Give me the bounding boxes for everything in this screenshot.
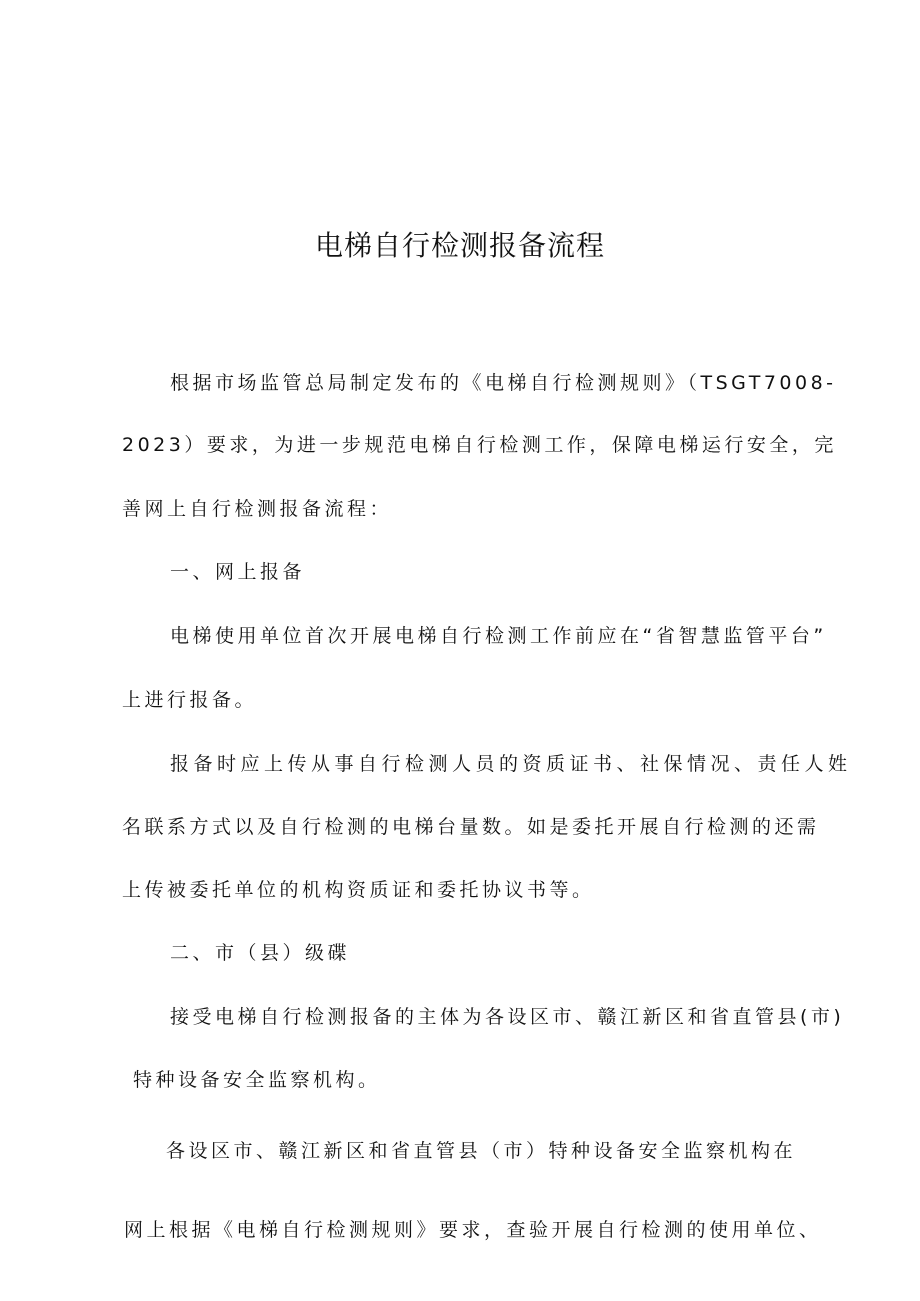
document-title: 电梯自行检测报备流程 [314, 229, 605, 262]
paragraph-line-2: 2023）要求，为进一步规范电梯自行检测工作，保障电梯运行安全，完 [122, 434, 837, 456]
paragraph-line-6: 报备时应上传从事自行检测人员的资质证书、社保情况、责任人姓 [170, 753, 852, 775]
paragraph-line-3: 善网上自行检测报备流程： [122, 498, 393, 520]
paragraph-line-4: 电梯使用单位首次开展电梯自行检测工作前应在“省智慧监管平台” [170, 625, 827, 647]
paragraph-line-7: 名联系方式以及自行检测的电梯台量数。如是委托开展自行检测的还需 [122, 816, 820, 838]
paragraph-line-12: 网上根据《电梯自行检测规则》要求，查验开展自行检测的使用单位、 [124, 1219, 822, 1241]
paragraph-line-8: 上传被委托单位的机构资质证和委托协议书等。 [122, 879, 595, 901]
paragraph-line-9: 接受电梯自行检测报备的主体为各设区市、赣江新区和省直管县(市) [170, 1006, 845, 1028]
paragraph-line-5: 上进行报备。 [122, 689, 258, 711]
section-heading-1: 一、网上报备 [170, 561, 306, 583]
paragraph-line-1: 根据市场监管总局制定发布的《电梯自行检测规则》（TSGT7008- [170, 372, 837, 394]
section-heading-2: 二、市（县）级碟 [170, 942, 351, 964]
paragraph-line-11: 各设区市、赣江新区和省直管县（市）特种设备安全监察机构在 [166, 1140, 797, 1162]
paragraph-line-10: 特种设备安全监察机构。 [133, 1069, 381, 1091]
